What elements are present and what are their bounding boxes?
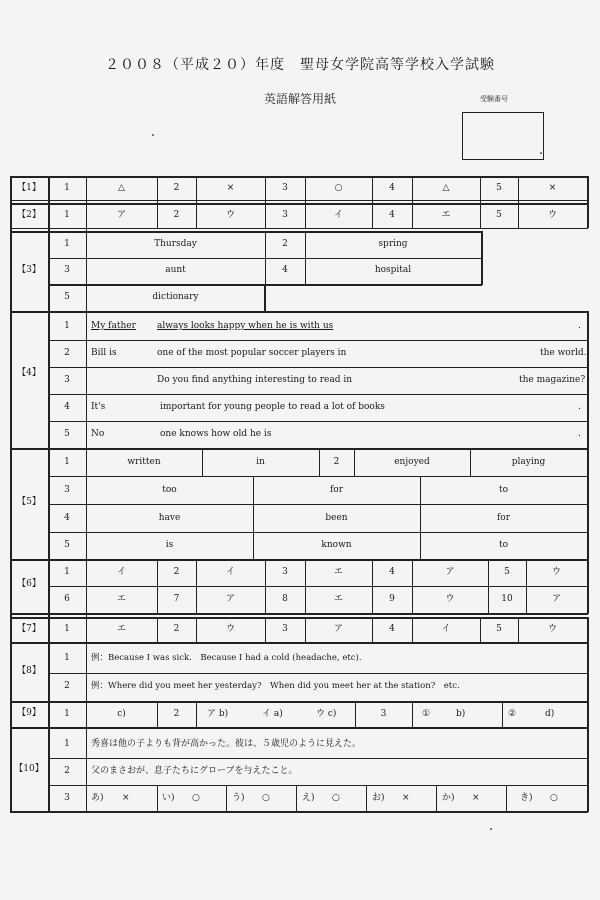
answer-num: 5	[496, 183, 502, 193]
q3-label: 【3】	[17, 265, 41, 275]
example-answer: 例：Where did you meet her yesterday? When did you meet her at the station? etc.	[91, 681, 460, 691]
answer-num: 2	[173, 709, 180, 719]
choice-mark: ×	[402, 793, 410, 803]
answer-num: 1	[64, 653, 70, 663]
answer-cell: ○	[334, 183, 343, 193]
answer-cell: enjoyed	[394, 457, 430, 467]
q4-label: 【4】	[17, 368, 41, 378]
answer-cell: ウ	[445, 594, 455, 604]
choice-key: あ)	[91, 793, 104, 803]
sentence-start: Bill is	[91, 348, 117, 358]
answer-num: 1	[64, 210, 70, 220]
speck	[490, 828, 492, 830]
answer-num: 2	[173, 183, 180, 193]
answer-cell: hospital	[374, 265, 412, 275]
answer-num: 2	[333, 457, 340, 467]
answer-cell: too	[162, 485, 177, 495]
sentence-answer: important for young people to read a lot of books	[160, 402, 385, 412]
answer-num: 1	[64, 239, 70, 249]
page-title: ２００８（平成２０）年度 聖母女学院高等学校入学試験	[105, 57, 495, 73]
answer-num: 1	[64, 183, 70, 193]
answer-cell: c)	[117, 709, 126, 719]
answer-num: 8	[282, 594, 288, 604]
answer-cell: spring	[378, 239, 408, 249]
answer-num: 4	[282, 265, 288, 275]
sentence-end: the magazine?	[519, 375, 586, 385]
answer-num: 4	[389, 210, 395, 220]
answer-num: 1	[64, 709, 70, 719]
answer-cell: to	[498, 485, 509, 495]
answer-num: 9	[389, 594, 395, 604]
answer-cell: b)	[456, 709, 466, 719]
answer-cell: イ	[333, 210, 343, 220]
choice-key: か)	[442, 793, 455, 803]
answer-num: 3	[282, 183, 288, 193]
answer-cell: to	[498, 540, 509, 550]
q9-label: 【9】	[17, 708, 41, 718]
sentence-answer: one knows how old he is	[160, 429, 272, 439]
answer-cell: playing	[511, 457, 546, 467]
choice-key: き)	[520, 793, 533, 803]
answer-cell: ウ	[547, 210, 557, 220]
answer-num: 4	[64, 513, 70, 523]
sentence-start: It's	[91, 402, 106, 412]
answer-cell: Thursday	[154, 239, 197, 249]
answer-cell: ア	[445, 567, 455, 577]
choice-mark: ×	[122, 793, 130, 803]
answer-num: 3	[64, 485, 70, 495]
q10-label: 【10】	[14, 764, 44, 774]
q1-label: 【1】	[17, 183, 41, 193]
circled-num: ②	[508, 709, 517, 719]
choice-key: い)	[162, 793, 175, 803]
speck	[152, 134, 154, 136]
answer-cell: d)	[545, 709, 555, 719]
answer-cell: イ a)	[262, 709, 283, 719]
answer-num: 10	[501, 594, 513, 604]
choice-mark: ○	[262, 793, 270, 803]
answer-cell: イ	[441, 624, 451, 634]
answer-num: 2	[173, 210, 180, 220]
sentence-end: .	[578, 429, 581, 439]
speck	[540, 152, 542, 154]
answer-num: 5	[64, 429, 70, 439]
answer-num: 5	[504, 567, 510, 577]
answer-num: 2	[173, 567, 180, 577]
q6-label: 【6】	[17, 579, 41, 589]
answer-cell: ア	[551, 594, 561, 604]
q5-label: 【5】	[17, 497, 41, 507]
sentence-end: .	[578, 321, 581, 331]
answer-num: 4	[389, 567, 395, 577]
sentence-answer: Do you find anything interesting to read in	[157, 375, 352, 385]
answer-cell: ウ	[225, 624, 235, 634]
answer-cell: ウ	[551, 567, 561, 577]
translation-answer: 秀喜は他の子よりも背が高かった。彼は、５歳児のように見えた。	[91, 739, 362, 749]
sentence-end: .	[578, 402, 581, 412]
answer-num: 5	[64, 540, 70, 550]
choice-key: え)	[302, 793, 315, 803]
answer-cell: ア	[225, 594, 235, 604]
translation-answer: 父のまさおが、息子たちにグローブを与えたこと。	[91, 766, 298, 776]
answer-num: 3	[64, 793, 70, 803]
answer-num: 4	[389, 183, 395, 193]
answer-cell: ア b)	[207, 709, 229, 719]
answer-num: 3	[64, 265, 70, 275]
answer-sheet-title: 英語解答用紙	[263, 92, 336, 106]
answer-cell: エ	[116, 594, 126, 604]
answer-num: 4	[64, 402, 70, 412]
answer-cell: ア	[333, 624, 343, 634]
answer-cell: イ	[225, 567, 235, 577]
answer-cell: for	[329, 485, 344, 495]
choice-mark: ○	[550, 793, 558, 803]
answer-cell: ×	[548, 183, 557, 193]
answer-num: 5	[64, 292, 70, 302]
answer-num: 1	[64, 624, 70, 634]
q7-label: 【7】	[17, 624, 41, 634]
answer-num: 1	[64, 457, 70, 467]
answer-num: 2	[282, 239, 288, 249]
answer-cell: △	[118, 183, 125, 193]
sentence-answer: one of the most popular soccer players in	[157, 348, 347, 358]
exam-number-label: 受験番号	[480, 95, 508, 103]
q2-label: 【2】	[17, 210, 41, 220]
circled-num: ①	[422, 709, 431, 719]
answer-cell: △	[442, 183, 450, 193]
choice-mark: ○	[332, 793, 340, 803]
answer-num: 6	[64, 594, 70, 604]
answer-cell: dictionary	[152, 292, 199, 302]
answer-num: 5	[496, 210, 502, 220]
answer-cell: イ	[116, 567, 126, 577]
answer-cell: ウ	[225, 210, 235, 220]
answer-cell: エ	[333, 594, 343, 604]
choice-key: う)	[232, 793, 245, 803]
sentence-end: the world.	[540, 348, 587, 358]
answer-cell: have	[158, 513, 181, 523]
answer-num: 4	[389, 624, 395, 634]
exam-number-box[interactable]	[462, 112, 544, 160]
answer-cell: エ	[116, 624, 126, 634]
answer-num: 5	[496, 624, 502, 634]
answer-num: 2	[64, 681, 70, 691]
answer-cell: ウ	[547, 624, 557, 634]
answer-num: 3	[282, 624, 288, 634]
choice-mark: ○	[192, 793, 200, 803]
example-answer: 例：Because I was sick. Because I had a cold (headache, etc).	[91, 653, 362, 663]
answer-cell: known	[321, 540, 352, 550]
sentence-start: No	[91, 429, 105, 439]
answer-cell: been	[325, 513, 348, 523]
answer-num: 2	[173, 624, 180, 634]
answer-num: 1	[64, 321, 70, 331]
sentence-start: My father	[91, 321, 136, 331]
answer-num: 3	[282, 210, 288, 220]
answer-num: 3	[380, 709, 387, 719]
answer-num: 7	[173, 594, 180, 604]
answer-num: 3	[282, 567, 288, 577]
answer-num: 1	[64, 739, 70, 749]
answer-num: 2	[64, 348, 70, 358]
q8-label: 【8】	[17, 666, 41, 676]
answer-num: 1	[64, 567, 70, 577]
choice-key: お)	[372, 793, 385, 803]
answer-cell: ×	[226, 183, 235, 193]
choice-mark: ×	[472, 793, 480, 803]
answer-cell: is	[165, 540, 174, 550]
answer-num: 2	[64, 766, 70, 776]
answer-cell: ア	[116, 210, 126, 220]
sentence-answer: always looks happy when he is with us	[157, 321, 334, 331]
answer-cell: aunt	[165, 265, 186, 275]
answer-num: 3	[64, 375, 70, 385]
answer-cell: エ	[333, 567, 343, 577]
answer-cell: ウ c)	[316, 709, 337, 719]
answer-cell: written	[127, 457, 161, 467]
answer-cell: in	[256, 457, 265, 467]
answer-cell: for	[496, 513, 511, 523]
answer-cell: エ	[441, 210, 451, 220]
